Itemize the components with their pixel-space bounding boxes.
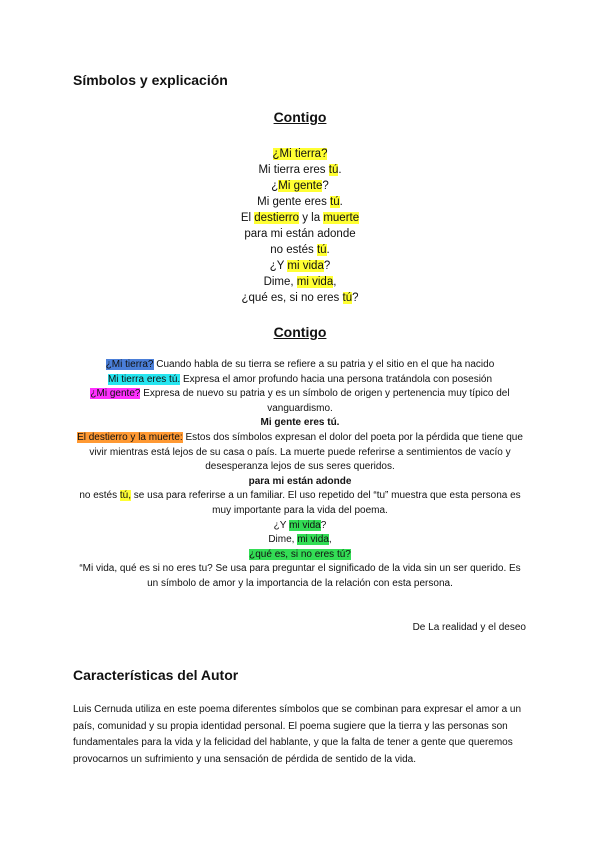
highlight-yellow: tú xyxy=(328,164,339,176)
poem-line: El destierro y la muerte xyxy=(240,212,360,224)
poem-line: Dime, mi vida, xyxy=(263,276,337,288)
highlight-yellow: tú xyxy=(330,196,340,208)
expl-line-bold: Mi gente eres tú. xyxy=(260,417,340,429)
poem-line: ¿qué es, si no eres tú? xyxy=(241,292,359,304)
highlight-yellow: mi vida xyxy=(287,260,324,272)
expl-line: “Mi vida, qué es si no eres tu? Se usa para preguntar el significado de la vida sin un ser querido. Es un símbolo de amor y la importancia de la relación con esta persona. xyxy=(79,563,521,589)
section-heading-autor: Características del Autor xyxy=(73,667,239,683)
highlight-yellow: muerte xyxy=(323,212,360,224)
highlight-magenta: ¿Mi gente? xyxy=(90,388,141,400)
explanation-title: Contigo xyxy=(273,324,327,340)
expl-line: ¿Mi gente? Expresa de nuevo su patria y es un símbolo de origen y pertenencia muy típico del vanguardismo. xyxy=(90,388,510,414)
expl-line: no estés tú, se usa para referirse a un familiar. El uso repetido del “tu” muestra que esta persona es muy importante para la vida del poema. xyxy=(79,490,521,516)
highlight-blue: ¿Mi tierra? xyxy=(105,359,154,370)
highlight-yellow: destierro xyxy=(254,212,300,224)
source-attribution: De La realidad y el deseo xyxy=(412,622,526,633)
highlight-yellow: mi vida xyxy=(296,276,334,288)
explanation-text xyxy=(74,358,526,592)
poem-line: Mi tierra eres tú. xyxy=(258,164,342,176)
poem-line: ¿Mi gente? xyxy=(271,180,329,192)
poem-line: Mi gente eres tú. xyxy=(257,196,343,208)
highlight-yellow: tú, xyxy=(119,490,132,502)
expl-line: Dime, mi vida, xyxy=(268,534,332,546)
poem-line: ¿Y mi vida? xyxy=(269,260,331,272)
expl-line-bold: para mi están adonde xyxy=(248,475,352,487)
expl-line: ¿Mi tierra? Cuando habla de su tierra se refiere a su patria y el sitio en el que ha nacido xyxy=(105,359,495,370)
poem-text xyxy=(0,146,600,306)
highlight-cyan: Mi tierra eres tú. xyxy=(107,373,181,385)
author-paragraph: Luis Cernuda utiliza en este poema diferentes símbolos que se combinan para expresar el amor a un país, comunidad y su propia identidad personal. El poema sugiere que la tierra y las personas son fundamentales para la vida y la felicidad del hablante, y que la falta de tener a gente que queremos provocarnos un sufrimiento y una sensación de pérdida de sentido de la vida. xyxy=(73,704,522,765)
poem-line: para mi están adonde xyxy=(244,228,356,240)
highlight-yellow: tú xyxy=(316,244,327,256)
highlight-yellow: Mi gente xyxy=(278,180,323,192)
poem-line xyxy=(0,146,600,162)
highlight-green: ¿qué es, si no eres tú? xyxy=(249,548,351,560)
highlight-green: mi vida xyxy=(289,519,321,531)
section-heading-simbolos: Símbolos y explicación xyxy=(73,72,228,88)
highlight-green: mi vida xyxy=(297,534,329,546)
highlight-yellow: ¿Mi tierra? xyxy=(272,148,328,160)
highlight-yellow: tú xyxy=(342,292,353,304)
expl-line: ¿Y mi vida? xyxy=(273,519,327,531)
poem-line: no estés tú. xyxy=(270,244,330,256)
expl-line xyxy=(74,548,526,563)
poem-title: Contigo xyxy=(273,109,327,125)
highlight-orange: El destierro y la muerte: xyxy=(77,431,183,443)
expl-line: El destierro y la muerte: Estos dos símbolos expresan el dolor del poeta por la pérdida que tiene que vivir mientras está lejos de su casa o país. La muerte puede referirse a sentimientos de vacío y desesperanza lejos de sus seres queridos. xyxy=(77,431,523,473)
expl-line: Mi tierra eres tú. Expresa el amor profundo hacia una persona tratándola con posesión xyxy=(107,373,493,385)
